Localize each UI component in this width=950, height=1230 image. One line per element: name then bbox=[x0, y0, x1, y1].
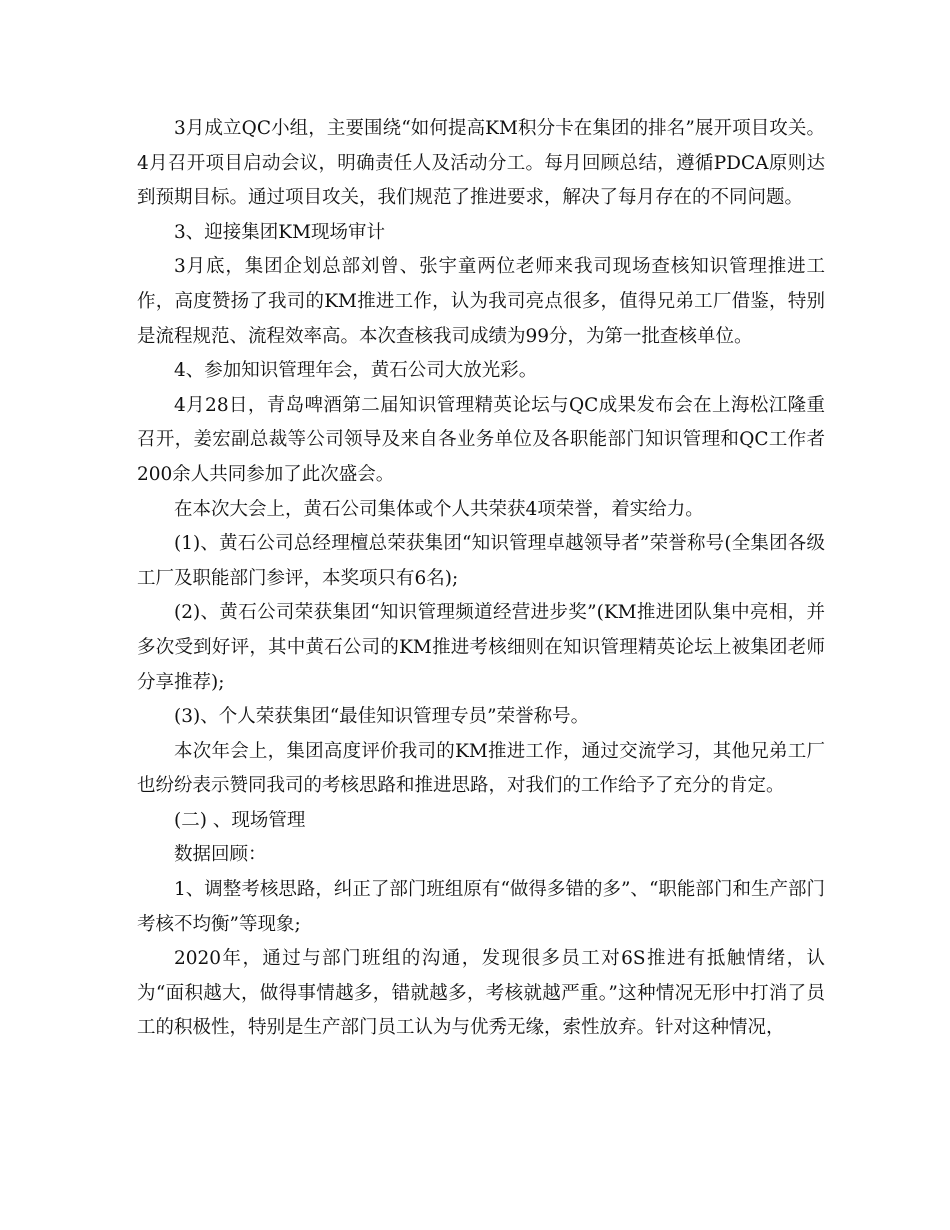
paragraph-honors-summary: 在本次大会上，黄石公司集体或个人共荣获4项荣誉，着实给力。 bbox=[174, 498, 704, 520]
list-item-honor-1: (1)、黄石公司总经理檀总荣获集团“知识管理卓越领导者”荣誉称号(全集团各级工厂及职能部门参评，本奖项只有6名); bbox=[137, 533, 825, 589]
paragraph-forum: 4月28日，青岛啤酒第二届知识管理精英论坛与QC成果发布会在上海松江隆重召开，姜宏副总裁等公司领导及来自各业务单位及各职能部门知识管理和QC工作者200余人共同参加了此次盛会。 bbox=[137, 394, 825, 485]
paragraph-km-audit: 3月底，集团企划总部刘曾、张宇童两位老师来我司现场查核知识管理推进工作，高度赞扬了我司的KM推进工作，认为我司亮点很多，值得兄弟工厂借鉴，特别是流程规范、流程效率高。本次查核我司成绩为99分，为第一批查核单位。 bbox=[137, 256, 825, 347]
list-item-honor-3: (3)、个人荣获集团“最佳知识管理专员”荣誉称号。 bbox=[174, 706, 590, 728]
heading-site-management: (二) 、现场管理 bbox=[174, 809, 306, 831]
paragraph-evaluation: 本次年会上，集团高度评价我司的KM推进工作，通过交流学习，其他兄弟工厂也纷纷表示赞同我司的考核思路和推进思路，对我们的工作给予了充分的肯定。 bbox=[137, 740, 825, 797]
paragraph-2020-review: 2020年，通过与部门班组的沟通，发现很多员工对6S推进有抵触情绪，认为“面积越大，做得事情越多，错就越多，考核就越严重。”这种情况无形中打消了员工的积极性，特别是生产部门员工认为与优秀无缘，索性放弃。针对这种情况， bbox=[137, 948, 825, 1039]
paragraph-qc-group: 3月成立QC小组，主要围绕“如何提高KM积分卡在集团的排名”展开项目攻关。4月召开项目启动会议，明确责任人及活动分工。每月回顾总结，遵循PDCA原则达到预期目标。通过项目攻关，我们规范了推进要求，解决了每月存在的不同问题。 bbox=[137, 118, 825, 209]
document-body bbox=[137, 112, 825, 1046]
paragraph-adjust-assessment: 1、调整考核思路，纠正了部门班组原有“做得多错的多”、“职能部门和生产部门考核不均衡”等现象; bbox=[137, 879, 825, 935]
list-item-honor-2: (2)、黄石公司荣获集团“知识管理频道经营进步奖”(KM推进团队集中亮相，并多次受到好评，其中黄石公司的KM推进考核细则在知识管理精英论坛上被集团老师分享推荐); bbox=[137, 602, 825, 693]
heading-km-annual-meeting: 4、参加知识管理年会，黄石公司大放光彩。 bbox=[174, 360, 538, 382]
heading-km-audit: 3、迎接集团KM现场审计 bbox=[174, 221, 386, 243]
heading-data-review: 数据回顾： bbox=[174, 844, 267, 866]
